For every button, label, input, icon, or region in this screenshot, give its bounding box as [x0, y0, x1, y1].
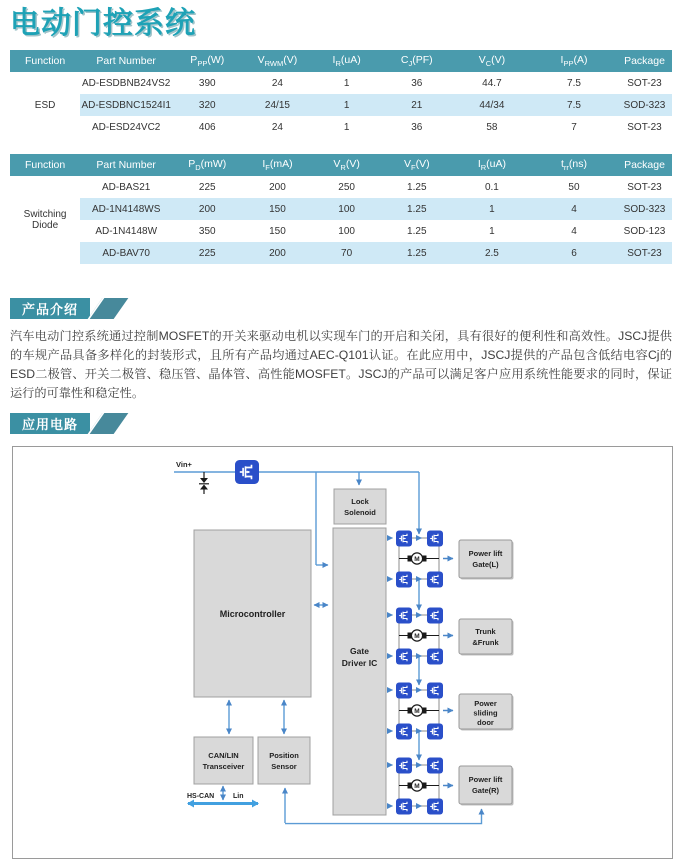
table-cell: 225 — [172, 242, 242, 264]
gate-driver-box — [333, 528, 386, 815]
svg-text:Microcontroller: Microcontroller — [219, 609, 286, 619]
column-header: $V_C(V)$ — [453, 50, 531, 72]
table-cell: SOD-323 — [617, 198, 672, 220]
table-cell: 1.25 — [407, 181, 427, 193]
table-cell: 150 — [269, 225, 286, 237]
table-cell: SOT-23 — [617, 242, 672, 264]
page-title: 电动门控系统 — [10, 7, 196, 40]
table-cell: 2.5 — [453, 242, 531, 264]
column-header: $V_{RWM}(V)$ — [242, 50, 312, 72]
mosfet-icon — [235, 460, 259, 484]
table-cell: AD-ESDBNC1524I1 — [80, 94, 172, 116]
lin-label: Lin — [233, 793, 244, 800]
svg-text:Lock: Lock — [351, 497, 369, 506]
table-cell: 50 — [568, 181, 580, 193]
svg-text:sliding: sliding — [473, 708, 498, 718]
column-header: $V_F(V)$ — [381, 154, 453, 176]
svg-text:Driver IC: Driver IC — [341, 658, 378, 668]
svg-text:Trunk: Trunk — [475, 627, 496, 636]
svg-text:Gate: Gate — [350, 646, 369, 656]
table-cell: AD-BAV70 — [80, 242, 172, 264]
table-cell: 200 — [269, 181, 286, 193]
column-header: Package — [617, 154, 672, 176]
hs-can-label: HS-CAN — [187, 793, 215, 800]
canlin-transceiver-box — [194, 737, 253, 784]
table-cell: 7.5 — [531, 94, 617, 116]
svg-text:CAN/LIN: CAN/LIN — [208, 751, 239, 760]
table-cell: SOD-123 — [623, 225, 666, 237]
section-title-intro: 产品介绍 — [10, 298, 90, 319]
table-cell: 4 — [531, 198, 617, 220]
table-header-row — [10, 50, 672, 72]
circuit-svg: M Vin+ Lock Solenoid Microcontroller Gate Driver IC CAN/LIN Transceiver Position Sensor HS-CAN Lin Power lift Gate(L) Trunk &Frunk Power sliding door Power lift Gate(R) — [13, 447, 671, 857]
table-cell: 250 — [338, 181, 355, 193]
column-header: $I_R(uA)$ — [313, 50, 381, 72]
svg-text:&Frunk: &Frunk — [472, 638, 499, 647]
svg-text:Sensor: Sensor — [271, 762, 297, 771]
table-cell: 7.5 — [567, 77, 581, 89]
column-header: Function — [10, 154, 80, 176]
svg-text:Position: Position — [269, 751, 299, 760]
table-cell: 7 — [571, 121, 577, 133]
column-header: $P_D(mW)$ — [172, 154, 242, 176]
column-header: $I_{PP}(A)$ — [531, 50, 617, 72]
table-cell: 320 — [172, 94, 242, 116]
gate-drive-arrows — [387, 538, 393, 806]
table-row — [10, 220, 672, 242]
svg-text:Solenoid: Solenoid — [344, 508, 376, 517]
column-header: Package — [617, 50, 672, 72]
table-cell: 225 — [198, 181, 216, 193]
svg-text:Transceiver: Transceiver — [202, 762, 245, 771]
motor-output-arrows — [443, 559, 453, 786]
table-row — [10, 72, 672, 94]
switching-diode-table-body — [10, 176, 672, 264]
microcontroller-box — [194, 530, 311, 697]
table-cell: 406 — [198, 121, 216, 133]
table-cell: 1 — [489, 225, 495, 237]
column-header: Part Number — [80, 50, 172, 72]
svg-text:Power: Power — [474, 699, 497, 708]
table-cell: 58 — [486, 121, 498, 133]
section-header-intro — [10, 298, 672, 319]
table-header-row — [10, 154, 672, 176]
table-cell: SOT-23 — [627, 181, 662, 193]
function-cell: ESD — [10, 72, 80, 138]
output-box-power-lift-gate-l — [459, 540, 514, 580]
table-cell: 21 — [381, 94, 453, 116]
esd-table-header — [10, 50, 672, 72]
table-cell: 6 — [531, 242, 617, 264]
table-cell: AD-1N4148WS — [80, 198, 172, 220]
switching-diode-table — [10, 154, 672, 264]
esd-diode-icon — [199, 472, 209, 494]
svg-text:door: door — [477, 718, 494, 727]
table-cell: 390 — [198, 77, 216, 89]
column-header: Function — [10, 50, 80, 72]
table-cell: 200 — [172, 198, 242, 220]
table-cell: 70 — [313, 242, 381, 264]
table-cell: 100 — [313, 198, 381, 220]
intro-paragraph: 汽车电动门控系统通过控制MOSFET的开关来驱动电机以实现车门的开启和关闭，具有很好的便利性和高效性。JSCJ提供的车规产品具备多样化的封装形式，且所有产品均通过AEC-Q101认证。在此应用中，JSCJ提供的产品包含低结电容Cj的ESD二极管、开关二极管、稳压管、晶体管、高性能MOSFET。JSCJ的产品可以满足客户应用系统性能要求的同时，保证运行的可靠性和稳定性。 — [10, 329, 672, 400]
table-cell: SOD-323 — [617, 94, 672, 116]
table-cell: 1 — [313, 94, 381, 116]
table-cell: SOT-23 — [627, 121, 662, 133]
output-box-power-sliding-door — [459, 694, 514, 731]
table-cell: 100 — [338, 225, 355, 237]
column-header: $t_{rr}(ns)$ — [531, 154, 617, 176]
h-bridge-4 — [396, 758, 443, 815]
output-box-power-lift-gate-r — [459, 766, 514, 806]
table-cell: 150 — [242, 198, 312, 220]
table-row — [10, 198, 672, 220]
svg-text:Power lift: Power lift — [468, 775, 503, 784]
table-cell: 4 — [571, 225, 577, 237]
esd-table-body — [10, 72, 672, 138]
table-cell: AD-ESD24VC2 — [92, 121, 161, 133]
table-cell: 36 — [411, 77, 423, 89]
table-cell: 200 — [242, 242, 312, 264]
vin-label: Vin+ — [176, 460, 192, 469]
table-cell: 1.25 — [381, 242, 453, 264]
output-box-trunk-frunk — [459, 619, 514, 656]
svg-text:Power lift: Power lift — [468, 549, 503, 558]
function-cell: Switching Diode — [10, 176, 80, 264]
column-header: Part Number — [80, 154, 172, 176]
table-cell: 24 — [271, 121, 283, 133]
table-cell: AD-1N4148W — [95, 225, 158, 237]
section-header-tail-icon — [88, 298, 129, 319]
table-cell: 44.7 — [482, 77, 502, 89]
svg-text:Gate(R): Gate(R) — [471, 786, 500, 795]
application-circuit-diagram — [12, 446, 673, 859]
table-cell: 1.25 — [381, 198, 453, 220]
table-cell: 350 — [198, 225, 216, 237]
column-header: $P_{PP}(W)$ — [172, 50, 242, 72]
position-sensor-box — [258, 737, 310, 784]
table-row — [10, 94, 672, 116]
h-bridge-1 — [396, 531, 443, 588]
table-cell: 44/34 — [453, 94, 531, 116]
column-header: $C_J(PF)$ — [381, 50, 453, 72]
table-cell: SOT-23 — [627, 77, 662, 89]
column-header: $I_F(mA)$ — [242, 154, 312, 176]
column-header: $I_R(uA)$ — [453, 154, 531, 176]
table-cell: AD-ESDBNB24VS2 — [81, 77, 171, 89]
table-cell: 36 — [411, 121, 423, 133]
h-bridge-3 — [396, 683, 443, 740]
table-cell: 0.1 — [484, 181, 499, 193]
section-header-circuit — [10, 413, 672, 434]
lock-solenoid-box — [334, 489, 386, 524]
section-title-circuit: 应用电路 — [10, 413, 90, 434]
h-bridge-2 — [396, 608, 443, 665]
table-cell: 1.25 — [407, 225, 427, 237]
table-cell: 1 — [343, 121, 350, 133]
switching-diode-table-header — [10, 154, 672, 176]
table-cell: AD-BAS21 — [102, 181, 151, 193]
table-cell: 1 — [453, 198, 531, 220]
column-header: $V_R(V)$ — [313, 154, 381, 176]
table-cell: 1 — [343, 77, 350, 89]
table-row — [10, 176, 672, 198]
esd-table — [10, 50, 672, 138]
table-row — [10, 116, 672, 138]
section-header-tail-icon — [88, 413, 129, 434]
table-cell: 24/15 — [242, 94, 312, 116]
table-row — [10, 242, 672, 264]
table-cell: 24 — [271, 77, 283, 89]
svg-text:Gate(L): Gate(L) — [472, 560, 499, 569]
